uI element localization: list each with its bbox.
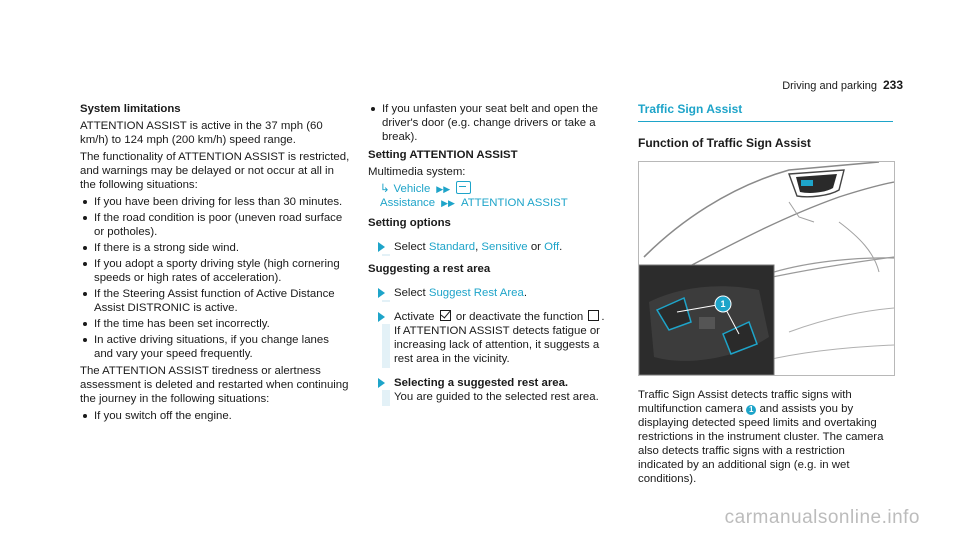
page-header [782,78,903,93]
restrictions-intro: The functionality of ATTENTION ASSIST is restricted, and warnings may be delayed or not occur at all in the following situations: [80,151,350,191]
step-select-suggest: Select Suggest Rest Area. [368,286,618,300]
path-vehicle[interactable]: Vehicle [393,183,431,195]
column-system-limitations [80,102,350,426]
option-standard[interactable]: Standard [428,241,476,253]
return-arrow-icon: ↳ [380,183,390,195]
checkbox-checked-icon [440,310,451,321]
section-name: Driving and parking [782,80,877,92]
step-arrow-icon [378,288,385,298]
list-item: If there is a strong side wind. [80,241,350,255]
car-windshield-drawing [639,162,894,375]
step-select-option: Select Standard, Sensitive or Off. [368,240,618,254]
setting-title: Setting ATTENTION ASSIST [368,149,518,161]
path-assistance[interactable]: Assistance [380,197,436,209]
suggest-title: Suggesting a rest area [368,263,491,275]
setting-options-title: Setting options [368,217,451,229]
option-off[interactable]: Off [544,241,560,253]
list-item: If you have been driving for less than 30 minutes. [80,195,350,209]
menu-path [368,181,618,210]
chevron-right-icon: ▶▶ [436,184,451,194]
traffic-sign-section-title: Traffic Sign Assist [638,102,893,122]
callout-1: 1 [720,299,726,309]
chevron-right-icon: ▶▶ [441,198,455,208]
traffic-sign-subtitle: Function of Traffic Sign Assist [638,136,811,150]
step-arrow-icon [378,242,385,252]
reset-list-continued [368,102,618,144]
list-item: In active driving situations, if you change lanes and vary your speed frequently. [80,333,350,361]
callout-badge: 1 [746,405,756,415]
option-suggest-rest-area[interactable]: Suggest Rest Area [428,287,524,299]
path-attention-assist[interactable]: ATTENTION ASSIST [460,197,568,209]
speed-range-text: ATTENTION ASSIST is active in the 37 mph (60 km/h) to 124 mph (200 km/h) speed range. [80,120,323,146]
list-item: If you unfasten your seat belt and open the driver's door (e.g. change drivers or take a break). [368,102,618,144]
traffic-sign-description: Traffic Sign Assist detects traffic signs with multifunction camera 1 and assists you by displaying detected speed limits and overtaking restrictions in the instrument cluster. The camera also detects traffic signs with a restriction indicated by an additional sign (e.g. in wet conditions). [638,389,884,485]
list-item: If the time has been set incorrectly. [80,317,350,331]
list-item: If the road condition is poor (uneven road surface or potholes). [80,211,350,239]
list-item: If you adopt a sporty driving style (high cornering speeds or high rates of acceleration). [80,257,350,285]
fatigue-text: If ATTENTION ASSIST detects fatigue or increasing lack of attention, it suggests a rest area in the vicinity. [394,325,600,365]
column-traffic-sign [638,102,893,489]
watermark: carmanualsonline.info [724,507,920,528]
step-arrow-icon [378,312,385,322]
restrictions-list [80,195,350,361]
step-arrow-icon [378,378,385,388]
camera-illustration [638,161,895,376]
step-select-rest-area: Selecting a suggested rest area. You are guided to the selected rest area. [368,376,618,404]
list-item: If the Steering Assist function of Active Distance Assist DISTRONIC is active. [80,287,350,315]
system-limitations-title: System limitations [80,103,181,115]
reset-list [80,409,350,423]
option-sensitive[interactable]: Sensitive [481,241,528,253]
page-number: 233 [882,78,903,92]
multimedia-label: Multimedia system: [368,166,466,178]
column-setting [368,102,618,407]
list-item: If you switch off the engine. [80,409,350,423]
car-assist-icon [456,181,471,194]
reset-intro: The ATTENTION ASSIST tiredness or alertness assessment is deleted and restarted when continuing the journey in the following situations: [80,365,349,405]
step-activate: Activate or deactivate the function . If ATTENTION ASSIST detects fatigue or increasing lack of attention, it suggests a rest area in the vicinity. [368,310,618,366]
checkbox-empty-icon [588,310,599,321]
